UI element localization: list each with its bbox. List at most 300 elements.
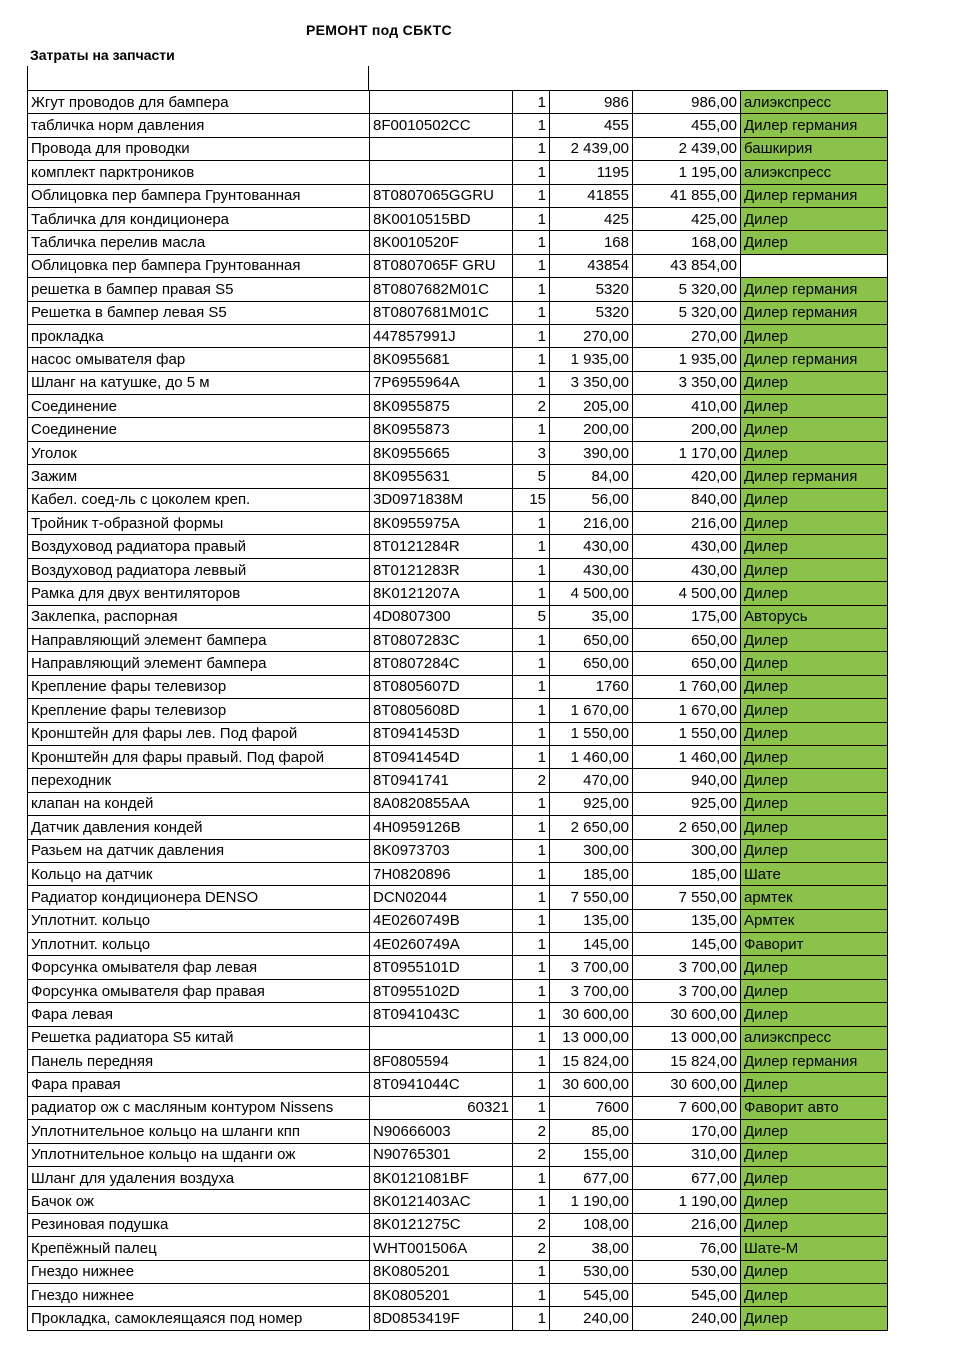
part-code-cell: 8T0121283R <box>370 558 513 581</box>
table-row <box>28 628 888 651</box>
unit-price-cell: 1 460,00 <box>550 745 633 768</box>
table-row <box>28 114 888 137</box>
total-cell: 3 350,00 <box>633 371 741 394</box>
supplier-cell: Дилер <box>741 1143 888 1166</box>
quantity-cell: 1 <box>513 161 550 184</box>
supplier-cell: Дилер <box>741 324 888 347</box>
unit-price-cell: 455 <box>550 114 633 137</box>
part-code-cell: 8K0955631 <box>370 465 513 488</box>
total-cell: 135,00 <box>633 909 741 932</box>
header-gap-cell <box>27 66 369 90</box>
total-cell: 4 500,00 <box>633 582 741 605</box>
quantity-cell: 1 <box>513 1050 550 1073</box>
total-cell: 1 190,00 <box>633 1190 741 1213</box>
quantity-cell: 1 <box>513 839 550 862</box>
part-name-cell: Прокладка, самоклеящаяся под номер <box>28 1307 370 1330</box>
unit-price-cell: 7 550,00 <box>550 886 633 909</box>
part-name-cell: Уплотнительное кольцо на шланги кпп <box>28 1120 370 1143</box>
part-name-cell: комплект парктроников <box>28 161 370 184</box>
unit-price-cell: 41855 <box>550 184 633 207</box>
part-code-cell: N90765301 <box>370 1143 513 1166</box>
unit-price-cell: 84,00 <box>550 465 633 488</box>
quantity-cell: 1 <box>513 1166 550 1189</box>
part-name-cell: Уплотнит. кольцо <box>28 933 370 956</box>
part-code-cell: 4H0959126B <box>370 816 513 839</box>
quantity-cell: 3 <box>513 441 550 464</box>
supplier-cell: алиэкспресс <box>741 1026 888 1049</box>
total-cell: 545,00 <box>633 1283 741 1306</box>
supplier-cell: Дилер <box>741 956 888 979</box>
part-name-cell: Облицовка пер бампера Грунтованная <box>28 184 370 207</box>
table-row <box>28 371 888 394</box>
total-cell: 300,00 <box>633 839 741 862</box>
total-cell: 43 854,00 <box>633 254 741 277</box>
unit-price-cell: 5320 <box>550 301 633 324</box>
part-code-cell <box>370 1026 513 1049</box>
supplier-cell: Дилер <box>741 207 888 230</box>
table-row <box>28 512 888 535</box>
supplier-cell: Фаворит <box>741 933 888 956</box>
part-name-cell: Тройник т-образной формы <box>28 512 370 535</box>
unit-price-cell: 430,00 <box>550 558 633 581</box>
part-name-cell: Форсунка омывателя фар левая <box>28 956 370 979</box>
quantity-cell: 2 <box>513 1237 550 1260</box>
part-code-cell: 8T0955102D <box>370 979 513 1002</box>
quantity-cell: 1 <box>513 582 550 605</box>
part-code-cell: 8K0955665 <box>370 441 513 464</box>
total-cell: 2 439,00 <box>633 137 741 160</box>
table-row <box>28 839 888 862</box>
quantity-cell: 1 <box>513 628 550 651</box>
quantity-cell: 1 <box>513 1026 550 1049</box>
total-cell: 185,00 <box>633 862 741 885</box>
table-row <box>28 488 888 511</box>
quantity-cell: 1 <box>513 418 550 441</box>
total-cell: 430,00 <box>633 535 741 558</box>
unit-price-cell: 216,00 <box>550 512 633 535</box>
unit-price-cell: 1760 <box>550 675 633 698</box>
part-name-cell: Панель передняя <box>28 1050 370 1073</box>
unit-price-cell: 925,00 <box>550 792 633 815</box>
part-code-cell <box>370 137 513 160</box>
table-row <box>28 1120 888 1143</box>
part-name-cell: Направляющий элемент бампера <box>28 628 370 651</box>
supplier-cell: армтек <box>741 886 888 909</box>
quantity-cell: 1 <box>513 886 550 909</box>
unit-price-cell: 3 700,00 <box>550 979 633 1002</box>
supplier-cell: алиэкспресс <box>741 161 888 184</box>
quantity-cell: 1 <box>513 535 550 558</box>
part-name-cell: Воздуховод радиатора леввый <box>28 558 370 581</box>
table-row <box>28 441 888 464</box>
part-name-cell: Крепление фары телевизор <box>28 675 370 698</box>
part-code-cell <box>370 161 513 184</box>
table-row <box>28 1096 888 1119</box>
part-name-cell: Зажим <box>28 465 370 488</box>
total-cell: 200,00 <box>633 418 741 441</box>
part-name-cell: Решетка радиатора S5 китай <box>28 1026 370 1049</box>
part-code-cell: 8F0805594 <box>370 1050 513 1073</box>
part-code-cell: 8T0941741 <box>370 769 513 792</box>
unit-price-cell: 3 700,00 <box>550 956 633 979</box>
quantity-cell: 1 <box>513 371 550 394</box>
quantity-cell: 1 <box>513 278 550 301</box>
unit-price-cell: 15 824,00 <box>550 1050 633 1073</box>
table-row <box>28 207 888 230</box>
quantity-cell: 1 <box>513 137 550 160</box>
table-row <box>28 956 888 979</box>
table-row <box>28 699 888 722</box>
total-cell: 650,00 <box>633 652 741 675</box>
part-code-cell: 8T0941044C <box>370 1073 513 1096</box>
part-code-cell: 8T0955101D <box>370 956 513 979</box>
unit-price-cell: 986 <box>550 91 633 114</box>
quantity-cell: 1 <box>513 979 550 1002</box>
table-row <box>28 1283 888 1306</box>
unit-price-cell: 168 <box>550 231 633 254</box>
unit-price-cell: 155,00 <box>550 1143 633 1166</box>
unit-price-cell: 677,00 <box>550 1166 633 1189</box>
unit-price-cell: 200,00 <box>550 418 633 441</box>
part-code-cell: 8T0807065F GRU <box>370 254 513 277</box>
total-cell: 216,00 <box>633 1213 741 1236</box>
supplier-cell: Дилер <box>741 839 888 862</box>
part-name-cell: Жгут проводов для бампера <box>28 91 370 114</box>
supplier-cell: Дилер германия <box>741 348 888 371</box>
part-code-cell: 8A0820855AA <box>370 792 513 815</box>
part-name-cell: Провода для проводки <box>28 137 370 160</box>
supplier-cell: Дилер <box>741 1166 888 1189</box>
part-code-cell: 8T0941453D <box>370 722 513 745</box>
part-code-cell: 8K0805201 <box>370 1283 513 1306</box>
supplier-cell: Дилер <box>741 231 888 254</box>
total-cell: 1 935,00 <box>633 348 741 371</box>
part-code-cell: 7H0820896 <box>370 862 513 885</box>
part-name-cell: решетка в бампер правая S5 <box>28 278 370 301</box>
table-row <box>28 465 888 488</box>
table-row <box>28 1260 888 1283</box>
quantity-cell: 1 <box>513 1283 550 1306</box>
part-code-cell: 8F0010502CC <box>370 114 513 137</box>
table-row <box>28 535 888 558</box>
total-cell: 240,00 <box>633 1307 741 1330</box>
table-row <box>28 769 888 792</box>
total-cell: 270,00 <box>633 324 741 347</box>
table-row <box>28 909 888 932</box>
unit-price-cell: 650,00 <box>550 652 633 675</box>
total-cell: 15 824,00 <box>633 1050 741 1073</box>
part-code-cell: 60321 <box>370 1096 513 1119</box>
part-code-cell: DCN02044 <box>370 886 513 909</box>
supplier-cell: Дилер <box>741 558 888 581</box>
total-cell: 5 320,00 <box>633 301 741 324</box>
part-name-cell: Табличка для кондиционера <box>28 207 370 230</box>
quantity-cell: 1 <box>513 231 550 254</box>
total-cell: 650,00 <box>633 628 741 651</box>
unit-price-cell: 85,00 <box>550 1120 633 1143</box>
part-name-cell: Гнездо нижнее <box>28 1283 370 1306</box>
total-cell: 430,00 <box>633 558 741 581</box>
unit-price-cell: 35,00 <box>550 605 633 628</box>
unit-price-cell: 4 500,00 <box>550 582 633 605</box>
unit-price-cell: 1 670,00 <box>550 699 633 722</box>
part-code-cell: 8T0805607D <box>370 675 513 698</box>
supplier-cell: Дилер <box>741 418 888 441</box>
unit-price-cell: 1 190,00 <box>550 1190 633 1213</box>
quantity-cell: 1 <box>513 699 550 722</box>
part-name-cell: Решетка в бампер левая S5 <box>28 301 370 324</box>
table-row <box>28 161 888 184</box>
part-code-cell: 8K0121207A <box>370 582 513 605</box>
total-cell: 1 670,00 <box>633 699 741 722</box>
total-cell: 940,00 <box>633 769 741 792</box>
total-cell: 986,00 <box>633 91 741 114</box>
unit-price-cell: 30 600,00 <box>550 1073 633 1096</box>
part-name-cell: прокладка <box>28 324 370 347</box>
quantity-cell: 1 <box>513 652 550 675</box>
total-cell: 455,00 <box>633 114 741 137</box>
supplier-cell: Армтек <box>741 909 888 932</box>
total-cell: 425,00 <box>633 207 741 230</box>
table-row <box>28 1166 888 1189</box>
table-row <box>28 1190 888 1213</box>
part-code-cell: 8T0941043C <box>370 1003 513 1026</box>
supplier-cell: Дилер <box>741 675 888 698</box>
table-row <box>28 886 888 909</box>
total-cell: 170,00 <box>633 1120 741 1143</box>
part-code-cell: 8K0121403AC <box>370 1190 513 1213</box>
supplier-cell: Дилер германия <box>741 114 888 137</box>
total-cell: 3 700,00 <box>633 956 741 979</box>
part-code-cell: 8T0121284R <box>370 535 513 558</box>
part-code-cell: 8T0807283C <box>370 628 513 651</box>
quantity-cell: 1 <box>513 1307 550 1330</box>
quantity-cell: 1 <box>513 558 550 581</box>
part-name-cell: Уплотнит. кольцо <box>28 909 370 932</box>
quantity-cell: 1 <box>513 184 550 207</box>
part-name-cell: радиатор ож с масляным контуром Nissens <box>28 1096 370 1119</box>
part-name-cell: Соединение <box>28 418 370 441</box>
supplier-cell: Дилер <box>741 699 888 722</box>
part-code-cell: 8K0121081BF <box>370 1166 513 1189</box>
total-cell: 420,00 <box>633 465 741 488</box>
quantity-cell: 2 <box>513 1120 550 1143</box>
quantity-cell: 1 <box>513 816 550 839</box>
total-cell: 145,00 <box>633 933 741 956</box>
unit-price-cell: 108,00 <box>550 1213 633 1236</box>
quantity-cell: 1 <box>513 1260 550 1283</box>
unit-price-cell: 185,00 <box>550 862 633 885</box>
unit-price-cell: 270,00 <box>550 324 633 347</box>
table-row <box>28 1003 888 1026</box>
unit-price-cell: 650,00 <box>550 628 633 651</box>
table-row <box>28 745 888 768</box>
table-row <box>28 1143 888 1166</box>
total-cell: 2 650,00 <box>633 816 741 839</box>
quantity-cell: 1 <box>513 1003 550 1026</box>
table-row <box>28 348 888 371</box>
table-row <box>28 605 888 628</box>
unit-price-cell: 390,00 <box>550 441 633 464</box>
part-code-cell: 8K0010515BD <box>370 207 513 230</box>
unit-price-cell: 43854 <box>550 254 633 277</box>
part-name-cell: Рамка для двух вентиляторов <box>28 582 370 605</box>
total-cell: 840,00 <box>633 488 741 511</box>
part-name-cell: Шланг на катушке, до 5 м <box>28 371 370 394</box>
supplier-cell: Дилер <box>741 628 888 651</box>
supplier-cell: Дилер <box>741 652 888 675</box>
part-name-cell: табличка норм давления <box>28 114 370 137</box>
supplier-cell: Дилер <box>741 441 888 464</box>
quantity-cell: 1 <box>513 862 550 885</box>
part-name-cell: Форсунка омывателя фар правая <box>28 979 370 1002</box>
part-code-cell: 8K0121275C <box>370 1213 513 1236</box>
total-cell: 925,00 <box>633 792 741 815</box>
supplier-cell: Дилер <box>741 395 888 418</box>
supplier-cell: Дилер <box>741 535 888 558</box>
quantity-cell: 1 <box>513 512 550 535</box>
supplier-cell: Дилер <box>741 792 888 815</box>
unit-price-cell: 1195 <box>550 161 633 184</box>
part-code-cell: 8D0853419F <box>370 1307 513 1330</box>
part-code-cell: 8T0805608D <box>370 699 513 722</box>
quantity-cell: 1 <box>513 1073 550 1096</box>
total-cell: 1 550,00 <box>633 722 741 745</box>
supplier-cell: Дилер <box>741 1073 888 1096</box>
quantity-cell: 5 <box>513 465 550 488</box>
part-name-cell: Кронштейн для фары правый. Под фарой <box>28 745 370 768</box>
part-code-cell: 4D0807300 <box>370 605 513 628</box>
part-name-cell: Облицовка пер бампера Грунтованная <box>28 254 370 277</box>
part-name-cell: Разьем на датчик давления <box>28 839 370 862</box>
quantity-cell: 1 <box>513 207 550 230</box>
supplier-cell: Дилер германия <box>741 301 888 324</box>
quantity-cell: 1 <box>513 1096 550 1119</box>
total-cell: 1 195,00 <box>633 161 741 184</box>
part-code-cell <box>370 91 513 114</box>
supplier-cell: Дилер <box>741 1003 888 1026</box>
supplier-cell: Дилер <box>741 1283 888 1306</box>
supplier-cell: Дилер <box>741 722 888 745</box>
table-row <box>28 652 888 675</box>
supplier-cell: Дилер германия <box>741 278 888 301</box>
supplier-cell: Дилер <box>741 816 888 839</box>
unit-price-cell: 135,00 <box>550 909 633 932</box>
supplier-cell: Дилер <box>741 488 888 511</box>
table-row <box>28 1237 888 1260</box>
supplier-cell: алиэкспресс <box>741 91 888 114</box>
table-row <box>28 792 888 815</box>
table-row <box>28 1073 888 1096</box>
supplier-cell: Дилер <box>741 1213 888 1236</box>
unit-price-cell: 5320 <box>550 278 633 301</box>
parts-table <box>27 90 888 1331</box>
supplier-cell: Дилер германия <box>741 465 888 488</box>
table-row <box>28 1307 888 1330</box>
quantity-cell: 1 <box>513 909 550 932</box>
supplier-cell: Авторусь <box>741 605 888 628</box>
table-row <box>28 137 888 160</box>
part-code-cell: WHT001506A <box>370 1237 513 1260</box>
supplier-cell: Шате <box>741 862 888 885</box>
table-row <box>28 722 888 745</box>
part-name-cell: Крепление фары телевизор <box>28 699 370 722</box>
unit-price-cell: 2 650,00 <box>550 816 633 839</box>
total-cell: 7 600,00 <box>633 1096 741 1119</box>
table-row <box>28 675 888 698</box>
part-name-cell: Датчик давления кондей <box>28 816 370 839</box>
table-row <box>28 979 888 1002</box>
table-row <box>28 1026 888 1049</box>
supplier-cell: Дилер <box>741 745 888 768</box>
quantity-cell: 2 <box>513 769 550 792</box>
quantity-cell: 5 <box>513 605 550 628</box>
supplier-cell: Дилер <box>741 582 888 605</box>
part-name-cell: Гнездо нижнее <box>28 1260 370 1283</box>
unit-price-cell: 430,00 <box>550 535 633 558</box>
part-code-cell: 8K0955975A <box>370 512 513 535</box>
table-row <box>28 558 888 581</box>
unit-price-cell: 56,00 <box>550 488 633 511</box>
part-name-cell: Уплотнительное кольцо на шданги ож <box>28 1143 370 1166</box>
part-code-cell: 4E0260749A <box>370 933 513 956</box>
part-code-cell: 8K0955873 <box>370 418 513 441</box>
supplier-cell: Фаворит авто <box>741 1096 888 1119</box>
table-row <box>28 1213 888 1236</box>
total-cell: 216,00 <box>633 512 741 535</box>
part-code-cell: 8K0805201 <box>370 1260 513 1283</box>
part-code-cell: 8T0807284C <box>370 652 513 675</box>
table-row <box>28 418 888 441</box>
supplier-cell: Дилер <box>741 1190 888 1213</box>
total-cell: 30 600,00 <box>633 1073 741 1096</box>
table-row <box>28 91 888 114</box>
quantity-cell: 1 <box>513 933 550 956</box>
table-row <box>28 1050 888 1073</box>
part-code-cell: 4E0260749B <box>370 909 513 932</box>
unit-price-cell: 38,00 <box>550 1237 633 1260</box>
unit-price-cell: 145,00 <box>550 933 633 956</box>
quantity-cell: 15 <box>513 488 550 511</box>
unit-price-cell: 1 935,00 <box>550 348 633 371</box>
part-name-cell: Соединение <box>28 395 370 418</box>
part-code-cell: N90666003 <box>370 1120 513 1143</box>
quantity-cell: 1 <box>513 91 550 114</box>
table-row <box>28 278 888 301</box>
part-name-cell: Уголок <box>28 441 370 464</box>
unit-price-cell: 3 350,00 <box>550 371 633 394</box>
total-cell: 41 855,00 <box>633 184 741 207</box>
part-name-cell: Фара правая <box>28 1073 370 1096</box>
unit-price-cell: 240,00 <box>550 1307 633 1330</box>
part-name-cell: Резиновая подушка <box>28 1213 370 1236</box>
supplier-cell: Дилер <box>741 512 888 535</box>
total-cell: 168,00 <box>633 231 741 254</box>
quantity-cell: 1 <box>513 324 550 347</box>
unit-price-cell: 1 550,00 <box>550 722 633 745</box>
part-code-cell: 8K0955681 <box>370 348 513 371</box>
unit-price-cell: 2 439,00 <box>550 137 633 160</box>
part-name-cell: Крепёжный палец <box>28 1237 370 1260</box>
quantity-cell: 2 <box>513 1213 550 1236</box>
part-name-cell: Заклепка, распорная <box>28 605 370 628</box>
supplier-cell: Дилер <box>741 371 888 394</box>
supplier-cell: Дилер <box>741 1120 888 1143</box>
total-cell: 410,00 <box>633 395 741 418</box>
quantity-cell: 2 <box>513 1143 550 1166</box>
quantity-cell: 1 <box>513 301 550 324</box>
total-cell: 3 700,00 <box>633 979 741 1002</box>
